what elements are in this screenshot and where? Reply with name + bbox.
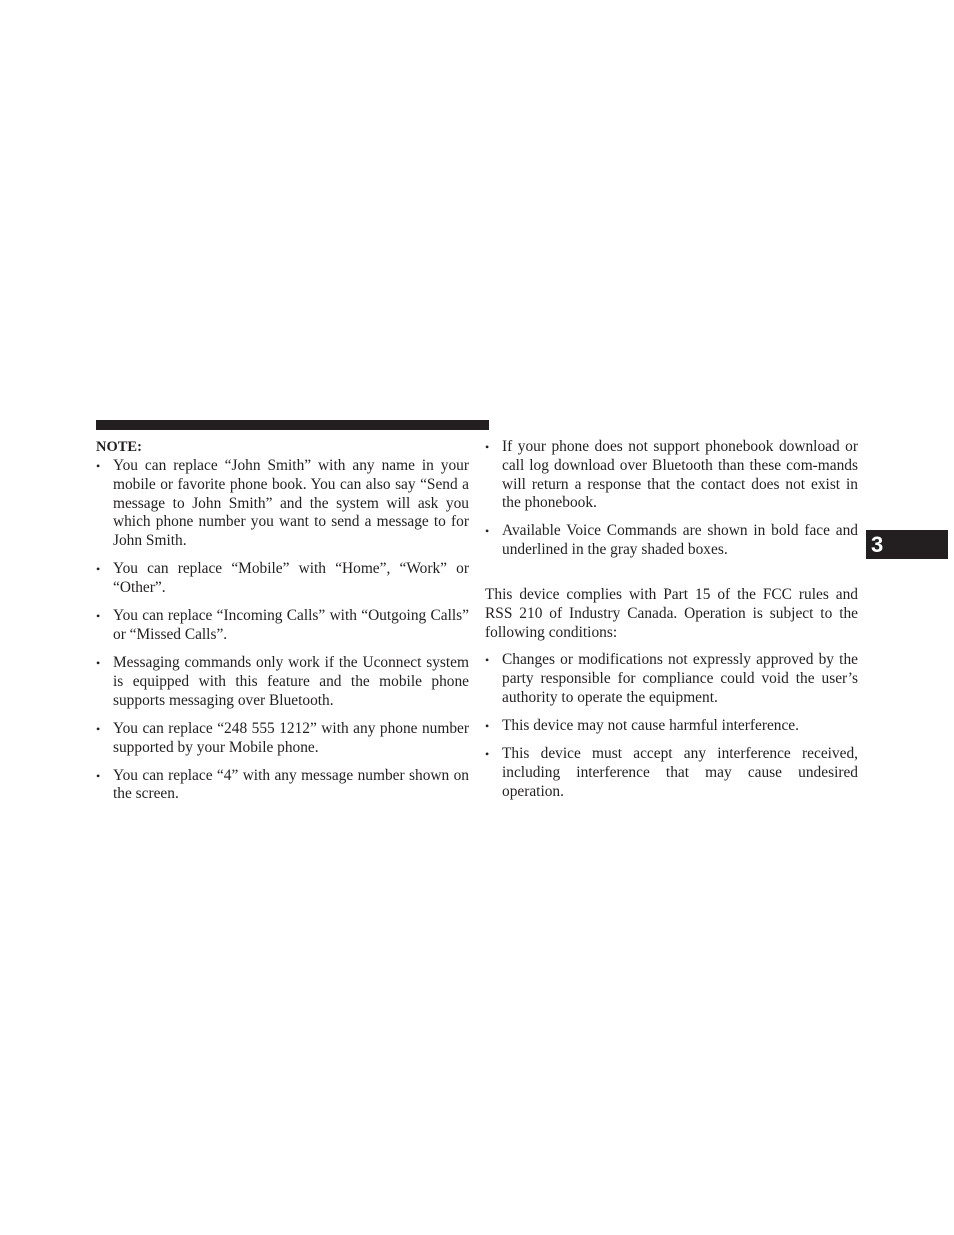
list-item bbox=[96, 720, 469, 758]
chapter-number: 3 bbox=[871, 532, 884, 557]
voice-command-bullet-list bbox=[485, 438, 858, 560]
list-item bbox=[96, 767, 469, 805]
list-item bbox=[485, 522, 858, 560]
left-column bbox=[96, 438, 469, 814]
list-item-text: This device must accept any interference received, including interference that may cause undesired operation. bbox=[502, 745, 858, 800]
list-item bbox=[485, 651, 858, 707]
bullet-icon: • bbox=[96, 609, 101, 624]
list-item-text: You can replace “4” with any message number shown on the screen. bbox=[113, 766, 469, 803]
bullet-icon: • bbox=[96, 562, 101, 577]
list-item-text: Available Voice Commands are shown in bold face and underlined in the gray shaded boxes. bbox=[502, 522, 858, 559]
list-item bbox=[485, 717, 858, 736]
list-item bbox=[96, 560, 469, 598]
list-item bbox=[96, 607, 469, 645]
list-item-text: You can replace “Mobile” with “Home”, “Work” or “Other”. bbox=[113, 560, 469, 597]
section-top-rule bbox=[96, 420, 489, 430]
list-item bbox=[485, 745, 858, 801]
bullet-icon: • bbox=[485, 524, 490, 539]
compliance-bullet-list bbox=[485, 651, 858, 801]
list-item bbox=[485, 438, 858, 513]
bullet-icon: • bbox=[96, 459, 101, 473]
list-item-text: You can replace “John Smith” with any name in your mobile or favorite phone book. You can also say “Send a message to John Smith” and the system will ask you which phone number you want to send a message to for John Smith. bbox=[113, 457, 469, 550]
bullet-icon: • bbox=[485, 719, 490, 734]
list-item-text: If your phone does not support phonebook download or call log download over Bluetooth than these com-mands will return a response that the contact does not exist in the phonebook. bbox=[502, 438, 858, 512]
chapter-tab bbox=[866, 530, 948, 559]
list-item-text: You can replace “248 555 1212” with any phone number supported by your Mobile phone. bbox=[113, 719, 469, 756]
list-item-text: Changes or modifications not expressly approved by the party responsible for compliance could void the user’s authority to operate the equipment. bbox=[502, 651, 858, 707]
bullet-icon: • bbox=[485, 653, 490, 668]
list-item bbox=[96, 654, 469, 710]
note-label: NOTE: bbox=[96, 439, 142, 455]
compliance-paragraph: This device complies with Part 15 of the FCC rules and RSS 210 of Industry Canada. Operation is subject to the following conditions: bbox=[485, 586, 858, 641]
list-item-text: This device may not cause harmful interference. bbox=[502, 717, 799, 735]
bullet-icon: • bbox=[485, 747, 490, 762]
bullet-icon: • bbox=[96, 768, 101, 783]
note-bullet-list bbox=[96, 457, 469, 804]
bullet-icon: • bbox=[96, 721, 101, 736]
list-item-text: Messaging commands only work if the Uconnect system is equipped with this feature and the mobile phone supports messaging over Bluetooth. bbox=[113, 654, 469, 709]
right-column bbox=[485, 438, 858, 811]
bullet-icon: • bbox=[485, 440, 490, 454]
bullet-icon: • bbox=[96, 656, 101, 671]
list-item bbox=[96, 457, 469, 551]
list-item-text: You can replace “Incoming Calls” with “Outgoing Calls” or “Missed Calls”. bbox=[113, 607, 469, 643]
